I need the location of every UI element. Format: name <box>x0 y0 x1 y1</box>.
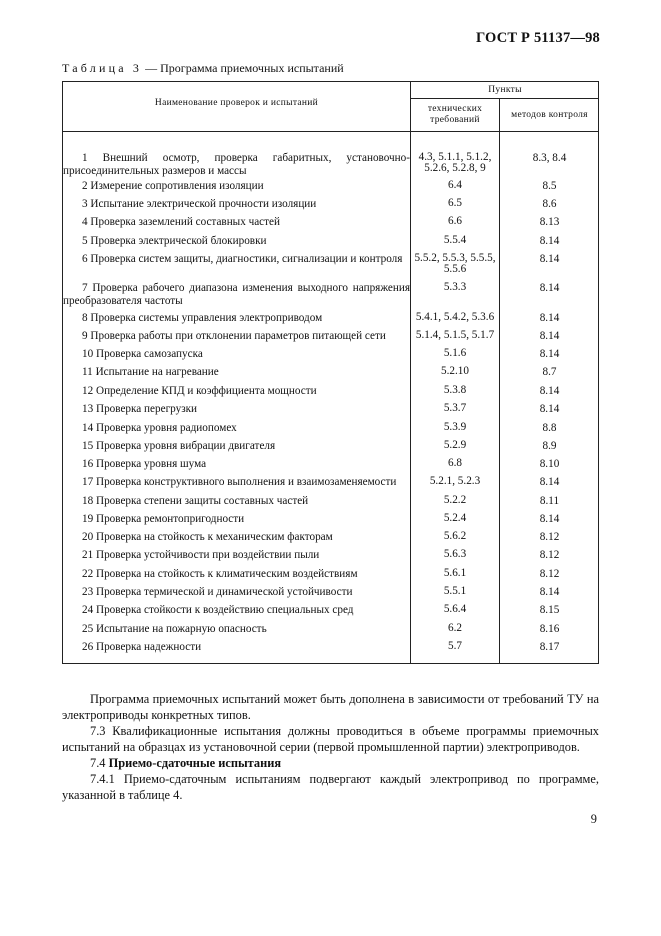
test-name: 15 Проверка уровня вибрации двигателя <box>82 440 276 452</box>
control-method-value: 8.14 <box>539 282 560 294</box>
control-method-value: 8.5 <box>542 180 557 192</box>
tech-req-value: 6.4 <box>448 179 462 191</box>
control-method-value: 8.14 <box>539 403 560 415</box>
test-name: 3 Испытание электрической прочности изоляции <box>82 198 317 210</box>
tech-req-value: 4.3, 5.1.1, 5.1.2, 5.2.6, 5.2.8, 9 <box>418 151 492 174</box>
paragraph-7-4-1: 7.4.1 Приемо-сдаточным испытаниям подвергают каждый электропривод по программе, указанной в таблице 4. <box>62 772 599 802</box>
tech-req-value: 5.4.1, 5.4.2, 5.3.6 <box>415 311 495 323</box>
tech-req-value: 6.2 <box>448 622 462 634</box>
control-method-value: 8.7 <box>542 366 557 378</box>
header-subdivider <box>410 98 598 99</box>
test-name: 5 Проверка электрической блокировки <box>82 235 267 247</box>
test-name: 8 Проверка системы управления электроприводом <box>82 312 323 324</box>
control-method-value: 8.17 <box>539 641 560 653</box>
standard-code: ГОСТ Р 51137—98 <box>475 30 600 46</box>
control-method-value: 8.12 <box>539 531 560 543</box>
header-bottom-rule <box>63 131 598 132</box>
body-text <box>62 691 599 803</box>
table-caption-label: Таблица 3 <box>62 61 143 75</box>
test-name: 10 Проверка самозапуска <box>82 348 203 360</box>
header-name-column: Наименование проверок и испытаний <box>154 98 319 108</box>
tech-req-value: 5.3.3 <box>443 281 467 293</box>
control-method-value: 8.14 <box>539 253 560 265</box>
table-caption-dash: — <box>142 61 161 75</box>
tech-req-value: 6.8 <box>448 457 462 469</box>
control-method-value: 8.6 <box>542 198 557 210</box>
test-name: 9 Проверка работы при отклонении параметров питающей сети <box>82 330 386 342</box>
page-number: 9 <box>590 812 597 826</box>
section-number: 7.4 <box>90 756 106 770</box>
tests-table <box>62 81 599 664</box>
tech-req-value: 5.1.6 <box>443 347 467 359</box>
control-method-value: 8.14 <box>539 586 560 598</box>
table-caption <box>62 61 344 76</box>
test-name: 22 Проверка на стойкость к климатическим воздействиям <box>82 568 358 580</box>
tech-req-value: 5.2.10 <box>441 365 469 377</box>
tech-req-value: 5.6.3 <box>443 548 467 560</box>
test-name: 17 Проверка конструктивного выполнения и взаимозаменяемости <box>82 476 397 488</box>
tech-req-value: 5.7 <box>448 640 462 652</box>
control-method-value: 8.14 <box>539 235 560 247</box>
test-name: 23 Проверка термической и динамической устойчивости <box>82 586 353 598</box>
test-name: 16 Проверка уровня шума <box>82 458 207 470</box>
tech-req-value: 5.2.9 <box>443 439 467 451</box>
test-name: 1 Внешний осмотр, проверка габаритных, установочно-присоединительных размеров и массы <box>63 152 410 177</box>
tech-req-value: 5.5.1 <box>443 585 467 597</box>
tech-req-value: 6.6 <box>448 215 462 227</box>
test-name: 20 Проверка на стойкость к механическим факторам <box>82 531 333 543</box>
header-points-group: Пункты <box>488 85 522 95</box>
test-name: 25 Испытание на пожарную опасность <box>82 623 267 635</box>
test-name: 24 Проверка стойкости к воздействию специальных сред <box>82 604 354 616</box>
tech-req-value: 5.2.4 <box>443 512 467 524</box>
test-name: 26 Проверка надежности <box>82 641 202 653</box>
tech-req-value: 5.5.4 <box>443 234 467 246</box>
test-name: 6 Проверка систем защиты, диагностики, сигнализации и контроля <box>82 253 403 265</box>
control-method-value: 8.14 <box>539 513 560 525</box>
test-name: 14 Проверка уровня радиопомех <box>82 422 237 434</box>
test-name: 12 Определение КПД и коэффициента мощности <box>82 385 317 397</box>
control-method-value: 8.14 <box>539 312 560 324</box>
control-method-value: 8.14 <box>539 385 560 397</box>
tech-req-value: 5.6.4 <box>443 603 467 615</box>
test-name: 4 Проверка заземлений составных частей <box>82 216 280 228</box>
tech-req-value: 6.5 <box>448 197 462 209</box>
tech-req-value: 5.2.2 <box>443 494 467 506</box>
paragraph-program-note: Программа приемочных испытаний может быть дополнена в зависимости от требований ТУ на электроприводы конкретных типов. <box>62 692 599 722</box>
header-tech-requirements: технических требований <box>427 104 483 126</box>
control-method-value: 8.15 <box>539 604 560 616</box>
table-caption-title: Программа приемочных испытаний <box>160 61 344 75</box>
control-method-value: 8.14 <box>539 476 560 488</box>
control-method-value: 8.13 <box>539 216 560 228</box>
tech-req-value: 5.6.1 <box>443 567 467 579</box>
control-method-value: 8.16 <box>539 623 560 635</box>
control-method-value: 8.14 <box>539 330 560 342</box>
tech-req-value: 5.3.7 <box>443 402 467 414</box>
section-title: Приемо-сдаточные испытания <box>108 756 282 770</box>
test-name: 19 Проверка ремонтопригодности <box>82 513 245 525</box>
section-heading-7-4 <box>62 755 599 771</box>
control-method-value: 8.11 <box>539 495 560 507</box>
paragraph-7-3: 7.3 Квалификационные испытания должны проводиться в объеме программы приемочных испытаний на образцах из установочной серии (первой промышленной партии) электроприводов. <box>62 724 599 754</box>
tech-req-value: 5.1.4, 5.1.5, 5.1.7 <box>415 329 495 341</box>
tech-req-value: 5.6.2 <box>443 530 467 542</box>
control-method-value: 8.12 <box>539 549 560 561</box>
test-name: 18 Проверка степени защиты составных частей <box>82 495 309 507</box>
tech-req-value: 5.3.8 <box>443 384 467 396</box>
tech-req-value: 5.3.9 <box>443 421 467 433</box>
control-method-value: 8.8 <box>542 422 557 434</box>
tech-req-value: 5.5.2, 5.5.3, 5.5.5, 5.5.6 <box>414 252 496 275</box>
tech-req-value: 5.2.1, 5.2.3 <box>429 475 481 487</box>
test-name: 21 Проверка устойчивости при воздействии пыли <box>82 549 320 561</box>
control-method-value: 8.9 <box>542 440 557 452</box>
test-name: 2 Измерение сопротивления изоляции <box>82 180 264 192</box>
control-method-value: 8.10 <box>539 458 560 470</box>
test-name: 11 Испытание на нагревание <box>82 366 219 378</box>
control-method-value: 8.12 <box>539 568 560 580</box>
test-name: 13 Проверка перегрузки <box>82 403 198 415</box>
header-control-methods: методов контроля <box>511 110 588 120</box>
test-name: 7 Проверка рабочего диапазона изменения выходного напряжения преобразователя частоты <box>63 282 410 307</box>
control-method-value: 8.3, 8.4 <box>532 152 567 164</box>
control-method-value: 8.14 <box>539 348 560 360</box>
